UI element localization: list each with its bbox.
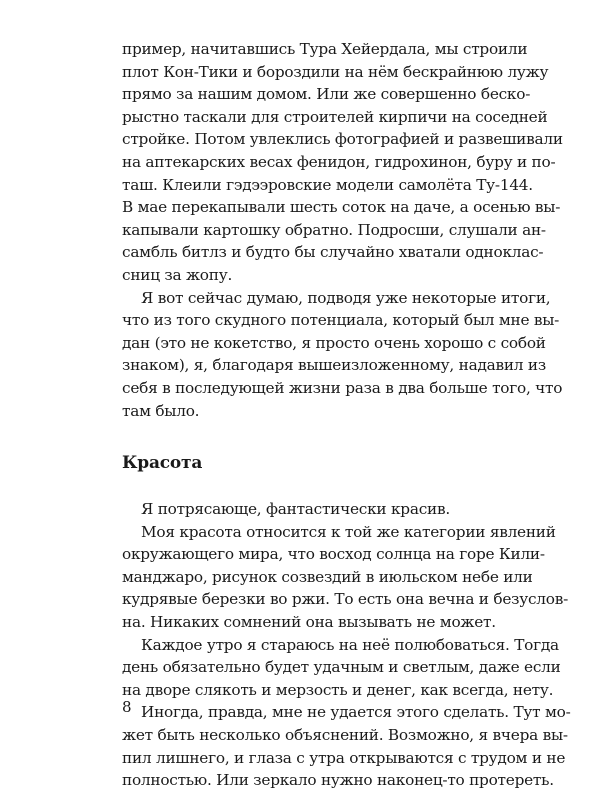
text-line: таш. Клеили гэдээровские модели самолёта Ту-144. (122, 175, 533, 194)
text-line: Я потрясающе, фантастически красив. (141, 500, 450, 519)
text-line: на дворе слякоть и мерзость и денег, как всегда, нету. (122, 680, 554, 699)
page-number: 8 (122, 698, 132, 716)
text-line: рыстно таскали для строителей кирпичи на соседней (122, 107, 548, 126)
text-line: самбль битлз и будто бы случайно хватали одноклас- (122, 243, 544, 262)
text-line: В мае перекапывали шесть соток на даче, а осенью вы- (122, 198, 561, 217)
paragraph (122, 634, 561, 702)
text-section-top (122, 38, 563, 422)
text-line: пил лишнего, и глаза с утра открываются с трудом и не (122, 748, 566, 767)
paragraph (122, 521, 568, 634)
paragraph (122, 701, 571, 791)
text-line: на. Никаких сомнений она вызывать не может. (122, 613, 496, 632)
text-line: на аптекарских весах фенидон, гидрохинон, буру и по- (122, 152, 556, 171)
text-line: дан (это не кокетство, я просто очень хорошо с собой (122, 333, 546, 352)
text-line: стройке. Потом увлеклись фотографией и развешивали (122, 130, 563, 149)
text-line: что из того скудного потенциала, который был мне вы- (122, 311, 560, 330)
paragraph (122, 38, 563, 287)
paragraph (122, 287, 563, 423)
text-line: манджаро, рисунок созвездий в июльском небе или (122, 567, 533, 586)
section-heading: Красота (122, 453, 203, 474)
text-line: полностью. Или зеркало нужно наконец-то протереть. (122, 771, 554, 790)
text-line: день обязательно будет удачным и светлым, даже если (122, 658, 561, 677)
paragraph (122, 498, 484, 521)
text-line: себя в последующей жизни раза в два больше того, что (122, 378, 563, 397)
text-line: жет быть несколько объяснений. Возможно, я вчера вы- (122, 726, 568, 745)
page-body (122, 38, 571, 792)
text-line: знаком), я, благодаря вышеизложенному, надавил из (122, 356, 546, 375)
text-line: плот Кон-Тики и бороздили на нём бескрайнюю лужу (122, 62, 549, 81)
text-line: Я вот сейчас думаю, подводя уже некоторые итоги, (141, 288, 551, 307)
text-section-bottom (122, 498, 571, 792)
text-line: капывали картошку обратно. Подросши, слушали ан- (122, 220, 546, 239)
text-line: Иногда, правда, мне не удается этого сделать. Тут мо- (141, 703, 571, 722)
text-line: кудрявые березки во ржи. То есть она вечна и безуслов- (122, 590, 568, 609)
text-line: там было. (122, 401, 200, 420)
text-line: окружающего мира, что восход солнца на горе Кили- (122, 545, 545, 564)
text-line: сниц за жопу. (122, 265, 233, 284)
text-line: Каждое утро я стараюсь на неё полюбоваться. Тогда (141, 635, 559, 654)
text-line: пример, начитавшись Тура Хейердала, мы строили (122, 40, 528, 58)
text-line: Моя красота относится к той же категории явлений (141, 522, 556, 541)
text-line: прямо за нашим домом. Или же совершенно беско- (122, 85, 531, 104)
